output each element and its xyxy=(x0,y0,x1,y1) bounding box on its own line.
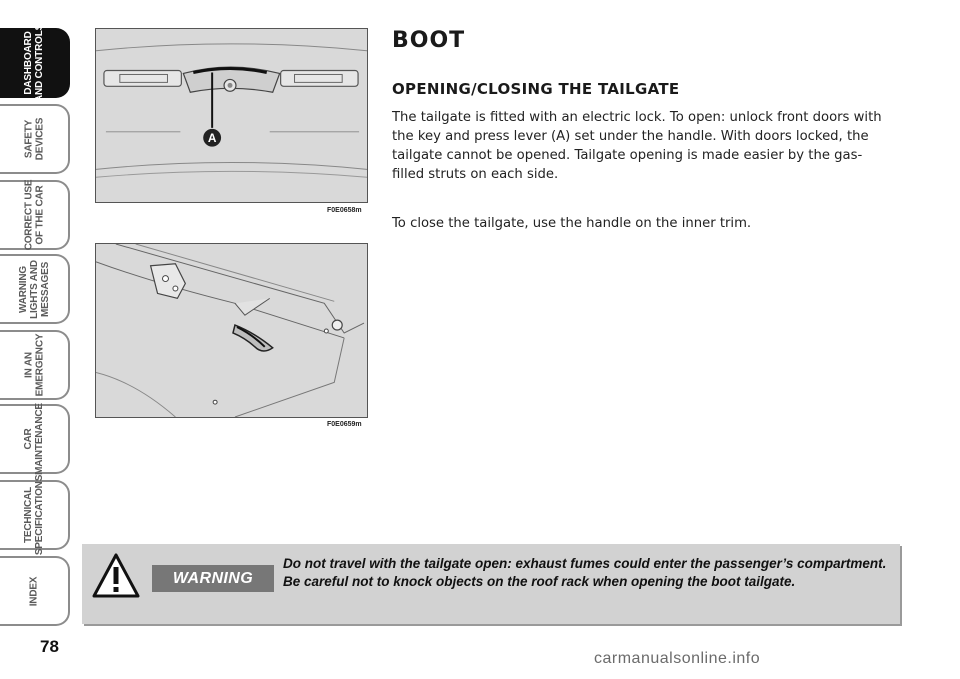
tab-car-maintenance[interactable] xyxy=(0,404,70,474)
page-number: 78 xyxy=(40,637,59,656)
warning-box xyxy=(82,544,900,624)
tab-label: IN AN EMERGENCY xyxy=(23,333,45,397)
tailgate-inner-trim-illustration xyxy=(95,243,368,418)
callout-label: A xyxy=(207,131,217,146)
body-paragraph: To close the tailgate, use the handle on the inner trim. xyxy=(392,216,752,231)
tab-warning-lights-and-messages[interactable] xyxy=(0,254,70,324)
tailgate-inner-drawing xyxy=(96,244,367,417)
tab-correct-use-of-the-car[interactable] xyxy=(0,180,70,250)
section-subtitle: OPENING/CLOSING THE TAILGATE xyxy=(392,80,680,98)
figure-code: F0E0658m xyxy=(327,207,362,214)
page-title: BOOT xyxy=(392,28,466,53)
tab-label: CAR MAINTENANCE xyxy=(23,403,45,475)
tab-index[interactable] xyxy=(0,556,70,626)
body-paragraph: The tailgate is fitted with an electric lock. To open: unlock front doors with the key and press lever (A) set under the handle. With doors locked, the tailgate cannot be opened. Tailgate opening is made easier by the gas-filled struts on each side. xyxy=(392,110,882,182)
warning-text: Do not travel with the tailgate open: exhaust fumes could enter the passenger’s compartment. Be careful not to knock objects on the roof rack when opening the boot tailgate. xyxy=(283,556,887,589)
tab-label: TECHNICAL SPECIFICATIONS xyxy=(23,474,46,556)
tab-safety-devices[interactable] xyxy=(0,104,70,174)
tab-in-an-emergency[interactable] xyxy=(0,330,70,400)
figure-code: F0E0659m xyxy=(327,421,362,428)
tailgate-handle-drawing xyxy=(96,29,367,202)
watermark: carmanualsonline.info xyxy=(594,650,761,667)
tab-technical-specifications[interactable] xyxy=(0,474,70,556)
tab-dashboard-and-controls[interactable] xyxy=(0,23,70,103)
warning-label: WARNING xyxy=(152,565,274,592)
tab-label: WARNING LIGHTS AND MESSAGES xyxy=(17,259,51,319)
tab-label: SAFETY DEVICES xyxy=(22,117,45,161)
tab-label: CORRECT USE OF THE CAR xyxy=(23,179,45,251)
tab-label: INDEX xyxy=(28,576,40,606)
tailgate-handle-illustration xyxy=(95,28,368,203)
tab-label: DASHBOARD AND CONTROLS xyxy=(23,23,45,103)
warning-triangle-icon xyxy=(92,552,140,600)
